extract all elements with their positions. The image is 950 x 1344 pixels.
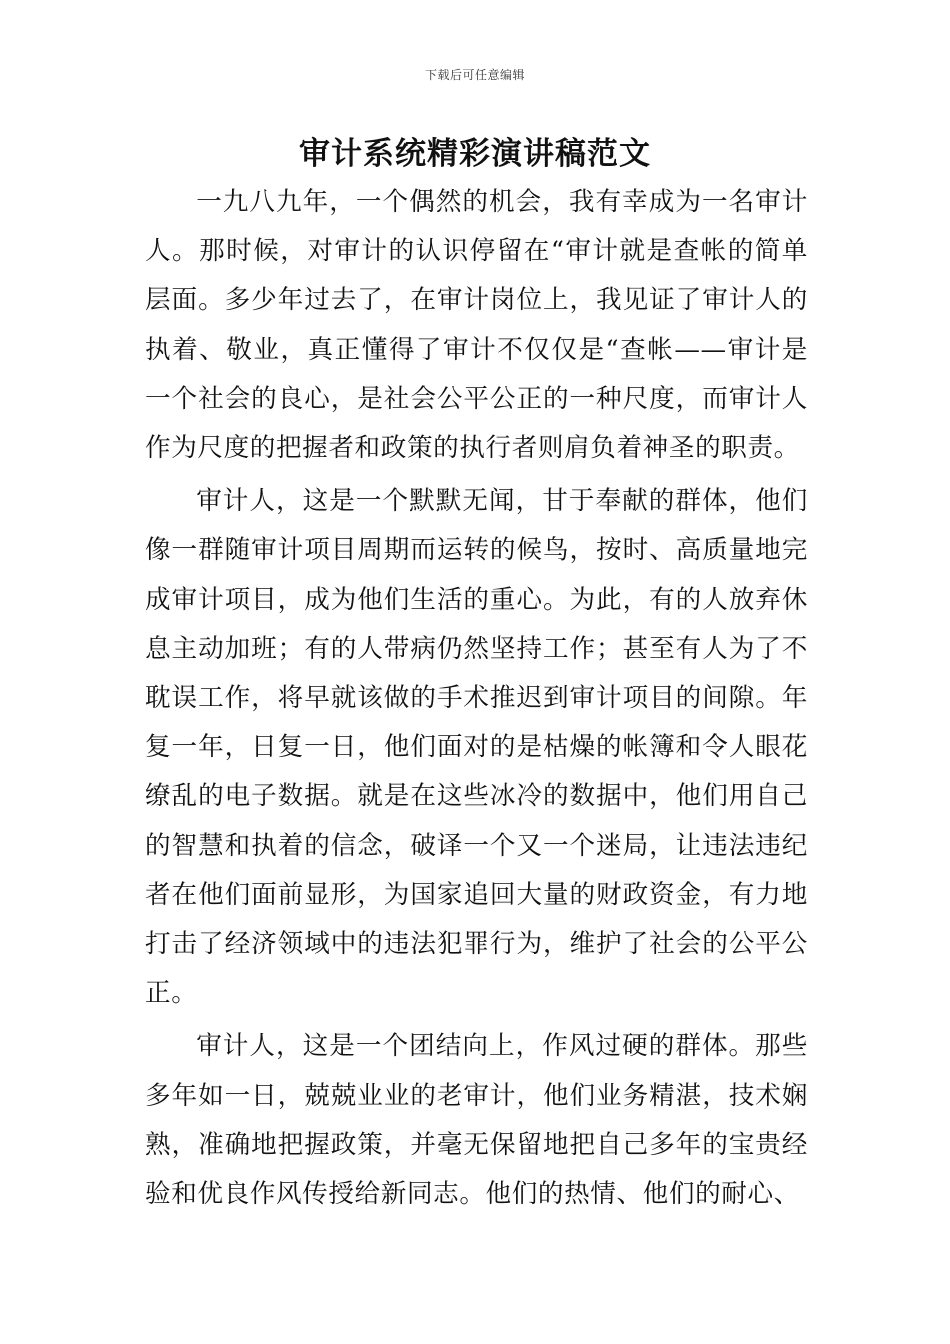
document-body xyxy=(145,178,808,1223)
paragraph-2: 审计人，这是一个默默无闻，甘于奉献的群体，他们像一群随审计项目周期而运转的候鸟，按时、高质量地完成审计项目，成为他们生活的重心。为此，有的人放弃休息主动加班；有的人带病仍然坚持工作；甚至有人为了不耽误工作，将早就该做的手术推迟到审计项目的间隙。年复一年，日复一日，他们面对的是枯燥的帐簿和令人眼花缭乱的电子数据。就是在这些冰冷的数据中，他们用自己的智慧和执着的信念，破译一个又一个迷局，让违法违纪者在他们面前显形，为国家追回大量的财政资金，有力地打击了经济领域中的违法犯罪行为，维护了社会的公平公正。 xyxy=(145,486,808,1009)
paragraph-1: 一九八九年，一个偶然的机会，我有幸成为一名审计人。那时候，对审计的认识停留在“审计就是查帐的简单层面。多少年过去了，在审计岗位上，我见证了审计人的执着、敬业，真正懂得了审计不仅仅是“查帐——审计是一个社会的良心，是社会公平公正的一种尺度，而审计人作为尺度的把握者和政策的执行者则肩负着神圣的职责。 xyxy=(145,187,808,464)
header-note: 下载后可任意编辑 xyxy=(424,68,525,82)
paragraph-3: 审计人，这是一个团结向上，作风过硬的群体。那些多年如一日，兢兢业业的老审计，他们业务精湛，技术娴熟，准确地把握政策，并毫无保留地把自己多年的宝贵经验和优良作风传授给新同志。他们的热情、他们的耐心、 xyxy=(145,1031,808,1210)
document-title: 审计系统精彩演讲稿范文 xyxy=(299,136,651,172)
